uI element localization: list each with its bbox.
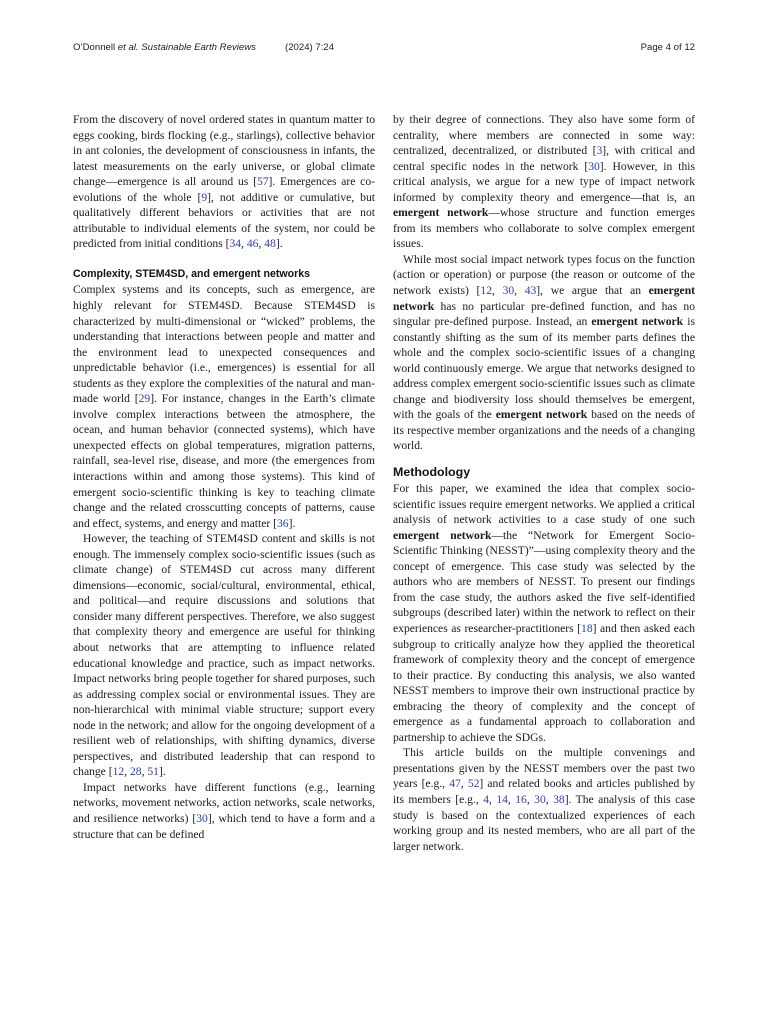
- paragraph: [393, 745, 695, 854]
- citation-link[interactable]: 16: [515, 792, 527, 806]
- text-run: ]. However, in this critical analysis, we argue for a new type of impact network informed by complexity theory and emergence—that is, an: [393, 159, 695, 204]
- bold-term: emergent network: [393, 206, 489, 220]
- citation-link[interactable]: 46: [246, 237, 259, 251]
- text-run: ].: [288, 516, 296, 530]
- text-run: ].: [158, 765, 166, 779]
- running-header: [73, 42, 695, 56]
- text-run: ].: [275, 237, 283, 251]
- citation-link[interactable]: 34: [229, 237, 242, 251]
- text-run: ,: [241, 237, 247, 251]
- text-run: —the “Network for Emergent Socio-Scientific Thinking (NESST)”—using complexity theory and the concept of emergence. This case study was selected by the authors who are members of NESST. To present our findings from the case study, the authors asked the five self-identified subgroups (described later) within the network to reflect on their experiences as researcher-practitioners [: [393, 528, 695, 635]
- citation-link[interactable]: 4: [483, 792, 489, 806]
- citation-link[interactable]: 9: [201, 190, 208, 204]
- running-header-year-volume: (2024) 7:24: [285, 42, 335, 53]
- text-run: While most social impact network types focus on the function (action or operation) or purpose (the reason or outcome of the network exists) [: [393, 252, 695, 298]
- text-run: ], which tend to have a form and a structure that can be defined: [73, 812, 375, 841]
- bold-term: emergent network: [591, 315, 684, 329]
- text-run: From the discovery of novel ordered states in quantum matter to eggs cooking, birds flocking (e.g., starlings), collective behavior in ant colonies, the development of consciousness in infants, the latest measurements on the early universe, or global climate change—emergence is all around us [: [73, 113, 375, 189]
- text-run: However, the teaching of STEM4SD content and skills is not enough. The immensely complex socio-scientific issues (such as climate change) of STEM4SD cut across many different dimensions—economic, social/cultural, environmental, ethical, and political—and require discussions and solutions that consider many different perspectives. Therefore, we also suggest that complexity theory and emergence are useful for thinking about networks that are attempting to influence related educational knowledge and practice, such as impact networks. Impact networks bring people together for shared purposes, such as addressing complex social or environmental issues. They are non-hierarchical with minimal viable structure; support every node in the network; and allow for the ongoing development of a resilient web of relationships, with shifting dynamics, diverse perspectives, and distributed leadership that can respond to change [: [73, 532, 375, 779]
- left-column: [73, 112, 375, 842]
- paragraph: [393, 112, 695, 252]
- text-run: ], not additive or cumulative, but qualitatively different behaviors or activities that are not attributable to individual elements of the system, nor could be predicted from initial conditions [: [73, 190, 375, 251]
- text-run: ,: [507, 792, 516, 806]
- citation-link[interactable]: 38: [553, 792, 565, 806]
- bold-term: emergent network: [495, 408, 588, 422]
- text-run: ,: [258, 237, 265, 251]
- citation-link[interactable]: 57: [256, 175, 269, 189]
- text-run: ,: [460, 777, 468, 791]
- citation-link[interactable]: 29: [138, 392, 151, 406]
- right-column: [393, 112, 695, 854]
- text-run: ,: [492, 284, 503, 298]
- text-run: ], with critical and central specific nodes in the network [: [393, 144, 695, 173]
- bold-term: emergent network: [393, 284, 696, 313]
- citation-link[interactable]: 30: [588, 159, 600, 173]
- citation-link[interactable]: 14: [496, 792, 508, 806]
- citation-link[interactable]: 30: [534, 792, 546, 806]
- text-run: ,: [545, 792, 554, 806]
- text-run: ,: [141, 765, 148, 779]
- text-run: has no particular pre-defined function, and has no singular pre-defined purpose. Instead, an: [393, 299, 695, 329]
- page-number: Page 4 of 12: [640, 42, 695, 53]
- text-run: ,: [124, 765, 130, 779]
- citation-link[interactable]: 47: [449, 777, 461, 791]
- citation-link[interactable]: 28: [129, 765, 142, 779]
- citation-link[interactable]: 52: [467, 777, 480, 791]
- paragraph: [73, 780, 375, 842]
- paragraph: [73, 531, 375, 780]
- paragraph: [393, 252, 695, 454]
- citation-link[interactable]: 30: [196, 812, 208, 826]
- text-run: Complex systems and its concepts, such as emergence, are highly relevant for STEM4SD. Because STEM4SD is characterized by multi-dimensional or “wicked” problems, the understanding that interactions between people and matter and the environment lead to unexpected consequences and unpredictable behavior (i.e., emergences) is essential for all students as they explore the complexities of the natural and man-made world [: [73, 283, 375, 406]
- text-run: ]. For instance, changes in the Earth’s climate involve complex interactions between the atmosphere, the ocean, and human behavior (connected systems), which have unexpected effects on global temperatures, migration patterns, rainfall, sea-level rise, disease, and more (the emergences from interactions within and among those systems). This kind of emergent socio-scientific thinking is key to teaching climate change and the related crosscutting concepts of patterns, cause and effect, systems, and energy and matter [: [73, 392, 375, 530]
- citation-link[interactable]: 3: [596, 144, 603, 158]
- text-run: ]. The analysis of this case study is based on the contextualized experiences of each working group and its nested members, who are all part of the larger network.: [393, 792, 696, 853]
- text-run: based on the needs of its respective member organizations and the needs of a changing world.: [393, 408, 696, 453]
- running-header-citation: O’Donnell et al. Sustainable Earth Reviews: [73, 42, 256, 53]
- text-run: ] and then asked each subgroup to critically analyze how they applied the theoretical framework of complexity theory and the concept of emergence to their practice. By conducting this analysis, we also wanted NESST members to improve their own instructional practice by embracing the theory of complexity and the concept of emergence as a fundamental approach to collaboration and partnership to achieve the SDGs.: [393, 621, 695, 744]
- text-run: ,: [514, 284, 525, 298]
- text-run: ] and related books and articles published by its members [e.g.,: [393, 777, 695, 806]
- paragraph: [73, 282, 375, 531]
- citation-link[interactable]: 18: [581, 621, 593, 635]
- text-run: This article builds on the multiple convenings and presentations given by the NESST members over the past two years [e.g.,: [393, 746, 695, 791]
- text-run: ,: [489, 792, 497, 806]
- citation-link[interactable]: 48: [264, 237, 276, 251]
- citation-link[interactable]: 12: [480, 284, 493, 298]
- citation-link[interactable]: 43: [524, 284, 537, 298]
- citation-link[interactable]: 51: [147, 765, 159, 779]
- text-run: ], we argue that an: [536, 284, 649, 298]
- paragraph: [393, 481, 695, 745]
- text-run: —whose structure and function emerges from its members who collaborate to solve complex emergent issues.: [393, 206, 695, 251]
- text-run: For this paper, we examined the idea that complex socio-scientific issues require emergent networks. We applied a critical analysis of network activities to a case study of one such: [393, 482, 695, 527]
- text-run: Impact networks have different functions (e.g., learning networks, movement networks, action networks, scale networks, and resilience networks) [: [73, 780, 375, 826]
- section-heading: Methodology: [393, 465, 471, 480]
- paragraph: [73, 112, 375, 252]
- citation-link[interactable]: 30: [502, 284, 515, 298]
- citation-link[interactable]: 36: [277, 516, 289, 530]
- text-run: by their degree of connections. They also have some form of centrality, where members are connected in some way: centralized, decentralized, or distributed [: [393, 113, 695, 158]
- citation-link[interactable]: 12: [112, 765, 125, 779]
- text-run: is constantly shifting as the sum of its member parts defines the whole and the complex socio-scientific issues of a changing world continuously emerge. We argue that networks designed to address complex emergent socio-scientific issues such as climate change and biodiversity loss should themselves be emergent, with the goals of the: [393, 315, 695, 422]
- bold-term: emergent network: [393, 528, 492, 542]
- section-heading: Complexity, STEM4SD, and emergent networks: [73, 267, 311, 280]
- text-run: ,: [526, 792, 535, 806]
- text-run: ]. Emergences are co-evolutions of the whole [: [73, 175, 375, 204]
